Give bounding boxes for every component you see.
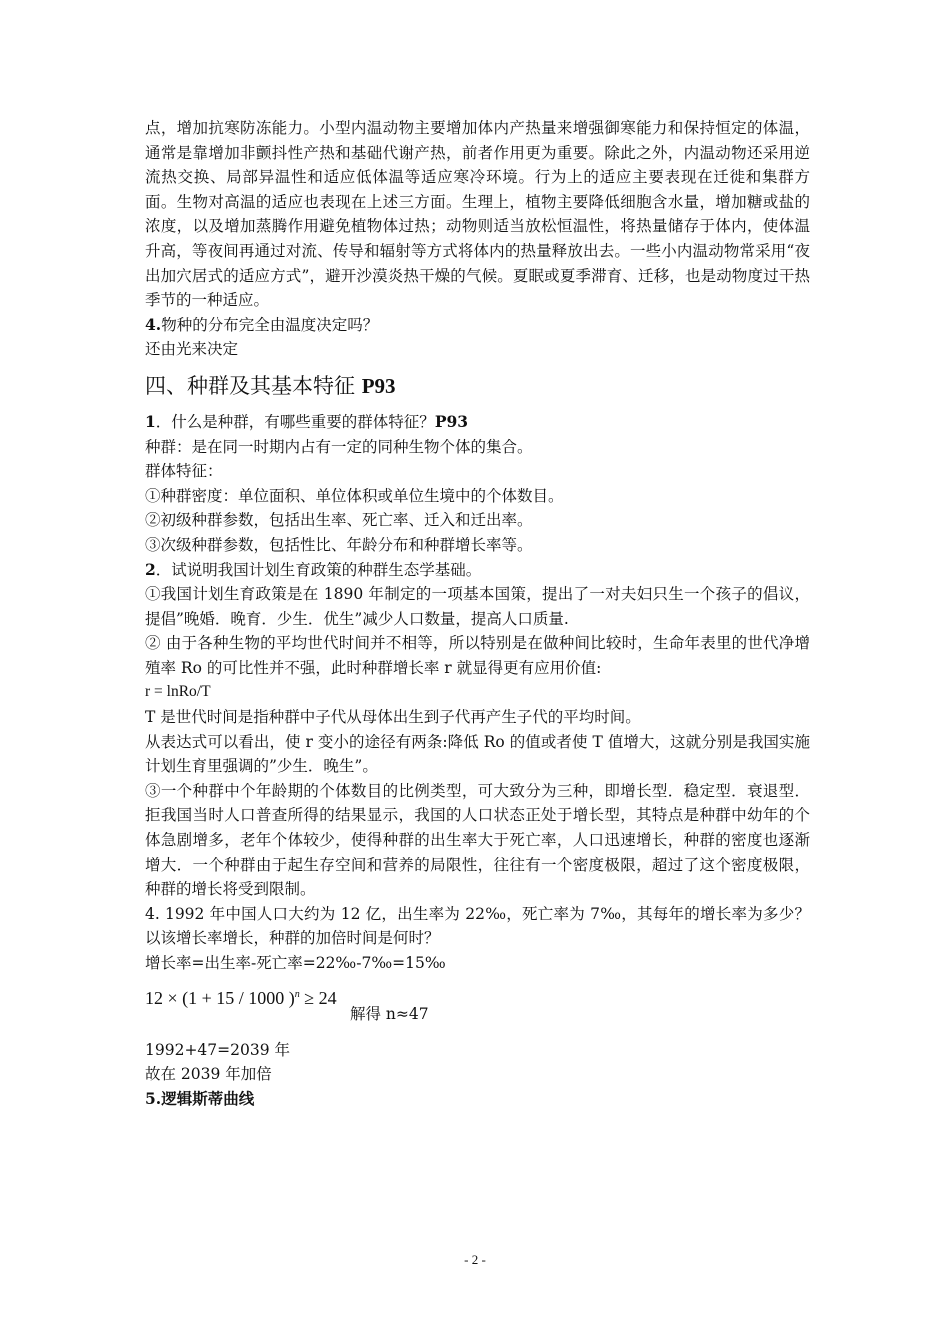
formula-expression: 12 × (1 + 15 / 1000 )$^n$ ≥ 24 (145, 987, 337, 1008)
formula-solution: 解得 n≈47 (350, 1004, 429, 1023)
formula-r: r = lnRo/T (145, 683, 211, 701)
question-2-family-planning (145, 558, 810, 583)
section-page-ref: P93 (361, 373, 396, 398)
question-1-population (145, 410, 810, 435)
question-text: 物种的分布完全由温度决定吗？ (161, 315, 379, 334)
paragraph-adaptation: 点，增加抗寒防冻能力。小型内温动物主要增加体内产热量来增强御寒能力和保持恒定的体温，通常是靠增加非颤抖性产热和基础代谢产热，前者作用更为重要。除此之外，内温动物还采用逆流热交换、局部异温性和适应低体温等适应寒冷环境。行为上的适应主要表现在迁徙和集群方面。生物对高温的适应也表现在上述三方面。生理上，植物主要降低细胞含水量，增加糖或盐的浓度，以及增加蒸腾作用避免植物体过热；动物则适当放松恒温性，将热量储存于体内，使体温升高，等夜间再通过对流、传导和辐射等方式将体内的热量释放出去。一些小内温动物常采用“夜出加穴居式的适应方式”，避开沙漠炎热干燥的气候。夏眠或夏季滞育、迁移，也是动物度过干热季节的一种适应。 (145, 119, 810, 310)
population-definition: 种群：是在同一时期内占有一定的同种生物个体的集合。 (145, 437, 533, 456)
group-features-label: 群体特征： (145, 462, 223, 481)
doubling-year-calculation: 1992+47=2039 年 (145, 1040, 291, 1059)
reduce-r-explanation: 从表达式可以看出，使 r 变小的途径有两条:降低 Ro 的值或者使 T 值增大，这就分别是我国实施计划生育里强调的”少生．晚生”。 (145, 732, 810, 776)
section-heading (145, 372, 810, 400)
feature-density: ①种群密度：单位面积、单位体积或单位生境中的个体数目。 (145, 486, 564, 505)
point-1-policy: ①我国计划生育政策是在 1890 年制定的一项基本国策，提出了一对夫妇只生一个孩子的倡议，提倡”晚婚．晚育．少生．优生”减少人口数量，提高人口质量. (145, 585, 810, 628)
question-number: 1 (145, 411, 156, 431)
feature-primary-parameters: ②初级种群参数，包括出生率、死亡率、迁入和迁出率。 (145, 511, 533, 530)
answer-light: 还由光来决定 (145, 340, 239, 359)
question-number: 4. (145, 314, 162, 334)
page-content (145, 116, 810, 1111)
question-page-ref: P93 (434, 411, 469, 431)
doubling-conclusion: 故在 2039 年加倍 (145, 1065, 272, 1084)
question-text: 逻辑斯蒂曲线 (161, 1088, 255, 1108)
question-5-logistic (145, 1087, 810, 1112)
growth-rate-calculation: 增长率=出生率-死亡率=22‰-7‰=15‰ (145, 954, 446, 972)
question-4-species-distribution (145, 313, 810, 338)
question-text: ．什么是种群，有哪些重要的群体特征？ (155, 412, 435, 431)
point-3-age-structure: ③一个种群中个年龄期的个体数目的比例类型，可大致分为三种，即增长型．稳定型．衰退型．拒我国当时人口普查所得的结果显示，我国的人口状态正处于增长型，其特点是种群中幼年的个体急剧增多，老年个体较少，使得种群的出生率大于死亡率，人口迅速增长，种群的密度也逐渐增大．一个种群由于起生存空间和营养的局限性，往往有一个密度极限，超过了这个密度极限，种群的增长将受到限制。 (145, 781, 810, 899)
doubling-formula (145, 984, 810, 1032)
question-number: 5. (145, 1088, 162, 1108)
question-text: ．试说明我国计划生育政策的种群生态学基础。 (155, 560, 482, 579)
question-number: 2 (145, 559, 156, 579)
formula-exponent: n (294, 988, 300, 1000)
point-2-growth-rate: ② 由于各种生物的平均世代时间并不相等，所以特别是在做种间比较时，生命年表里的世代净增殖率 Ro 的可比性并不强，此时种群增长率 r 就显得更有应用价值: (145, 634, 810, 677)
feature-secondary-parameters: ③次级种群参数，包括性比、年龄分布和种群增长率等。 (145, 535, 533, 554)
generation-time-definition: T 是世代时间是指种群中子代从母体出生到子代再产生子代的平均时间。 (145, 708, 641, 727)
question-4-china-population: 4. 1992 年中国人口大约为 12 亿，出生率为 22‰，死亡率为 7‰，其每年的增长率为多少？以该增长率增长，种群的加倍时间是何时？ (145, 904, 810, 948)
page-number: - 2 - (464, 1252, 486, 1267)
section-title: 四、种群及其基本特征 (145, 373, 362, 398)
